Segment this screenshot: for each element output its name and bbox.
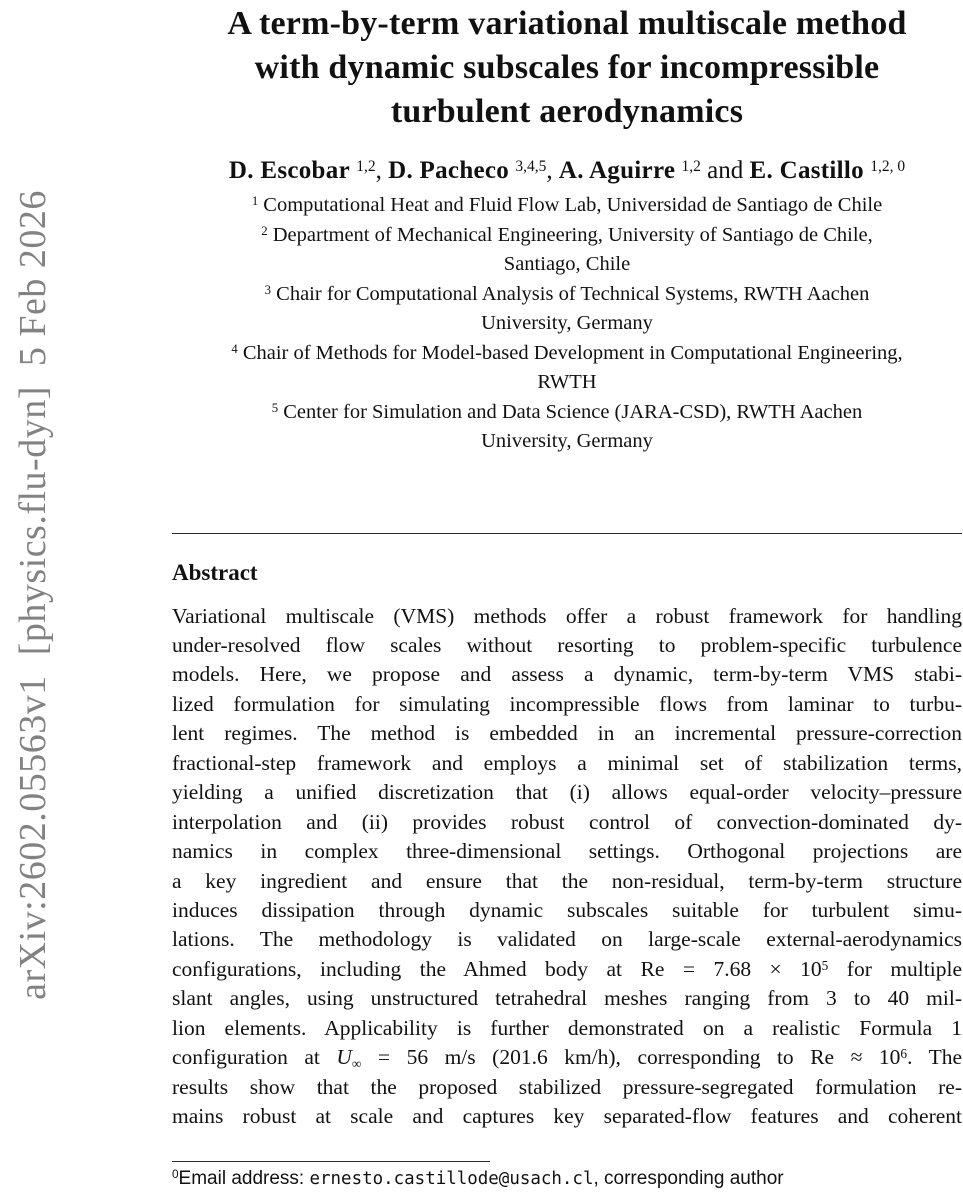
arxiv-watermark: arXiv:2602.05563v1 [physics.flu-dyn] 5 Feb 2026 — [12, 190, 54, 1000]
footnote-text: $^0$Email address: ernesto.castillode@usach.cl, corresponding author — [172, 1167, 784, 1189]
abstract-line: yielding a unified discretization that (i) allows equal-order velocity–pressure — [172, 780, 962, 805]
abstract-line: lized formulation for simulating incompressible flows from laminar to turbu- — [172, 691, 962, 716]
footnote-divider-rule — [172, 1161, 490, 1162]
abstract-line: fractional-step framework and employs a minimal set of stabilization terms, — [172, 750, 962, 775]
abstract-line: slant angles, using unstructured tetrahedral meshes ranging from 3 to 40 mil- — [172, 986, 962, 1011]
abstract-line: results show that the proposed stabilized pressure-segregated formulation re- — [172, 1074, 962, 1099]
abstract-line: Variational multiscale (VMS) methods offer a robust framework for handling — [172, 603, 962, 628]
abstract-line: under-resolved flow scales without resorting to problem-specific turbulence — [172, 632, 962, 657]
abstract-line: mains robust at scale and captures key separated-flow features and coherent — [172, 1104, 962, 1129]
title-line-3: turbulent aerodynamics — [390, 93, 744, 130]
affiliation-line-2b: Santiago, Chile — [503, 253, 631, 275]
abstract-heading: Abstract — [172, 559, 258, 585]
title-line-1: A term-by-term variational multiscale method — [227, 5, 907, 42]
abstract-line: models. Here, we propose and assess a dynamic, term-by-term VMS stabi- — [172, 662, 962, 687]
affiliations-block — [172, 191, 962, 457]
abstract-line: configuration at $U_\infty = 56$ m/s (201.6 km/h), corresponding to $Re \approx 10^6$. The — [172, 1045, 963, 1071]
affiliation-line-3a: $^3$ Chair for Computational Analysis of Technical Systems, RWTH Aachen — [264, 282, 870, 305]
authors-line: D. Escobar $^{1,2}$, D. Pacheco $^{3,4,5}$, A. Aguirre $^{1,2}$ and E. Castillo $^{1,2, 0}$ — [228, 157, 906, 184]
abstract-line: lion elements. Applicability is further demonstrated on a realistic Formula 1 — [172, 1015, 962, 1040]
affiliation-line-5a: $^5$ Center for Simulation and Data Science (JARA-CSD), RWTH Aachen — [271, 400, 863, 423]
abstract-line: lent regimes. The method is embedded in an incremental pressure-correction — [172, 721, 962, 746]
abstract-line: interpolation and (ii) provides robust control of convection-dominated dy- — [172, 809, 962, 834]
affiliation-line-3b: University, Germany — [481, 312, 653, 334]
abstract-body — [172, 602, 962, 1132]
abstract-line: a key ingredient and ensure that the non-residual, term-by-term structure — [172, 868, 962, 893]
affiliation-line-2a: $^2$ Department of Mechanical Engineering, University of Santiago de Chile, — [261, 223, 873, 246]
abstract-divider-rule — [172, 533, 962, 534]
abstract-line: induces dissipation through dynamic subscales suitable for turbulent simu- — [172, 898, 962, 923]
affiliation-line-4b: RWTH — [537, 371, 597, 393]
affiliation-line-1: $^1$ Computational Heat and Fluid Flow Lab, Universidad de Santiago de Chile — [251, 194, 883, 216]
affiliation-line-4a: $^4$ Chair of Methods for Model-based Development in Computational Engineering, — [231, 341, 903, 364]
abstract-line: lations. The methodology is validated on large-scale external-aerodynamics — [172, 927, 962, 952]
affiliation-line-5b: University, Germany — [481, 430, 653, 452]
abstract-line: namics in complex three-dimensional settings. Orthogonal projections are — [172, 839, 962, 864]
paper-title — [172, 0, 962, 134]
title-line-2: with dynamic subscales for incompressible — [254, 49, 880, 86]
abstract-line: configurations, including the Ahmed body at $Re = 7.68 \times 10^5$ for multiple — [172, 956, 962, 981]
content-column — [172, 0, 962, 1192]
